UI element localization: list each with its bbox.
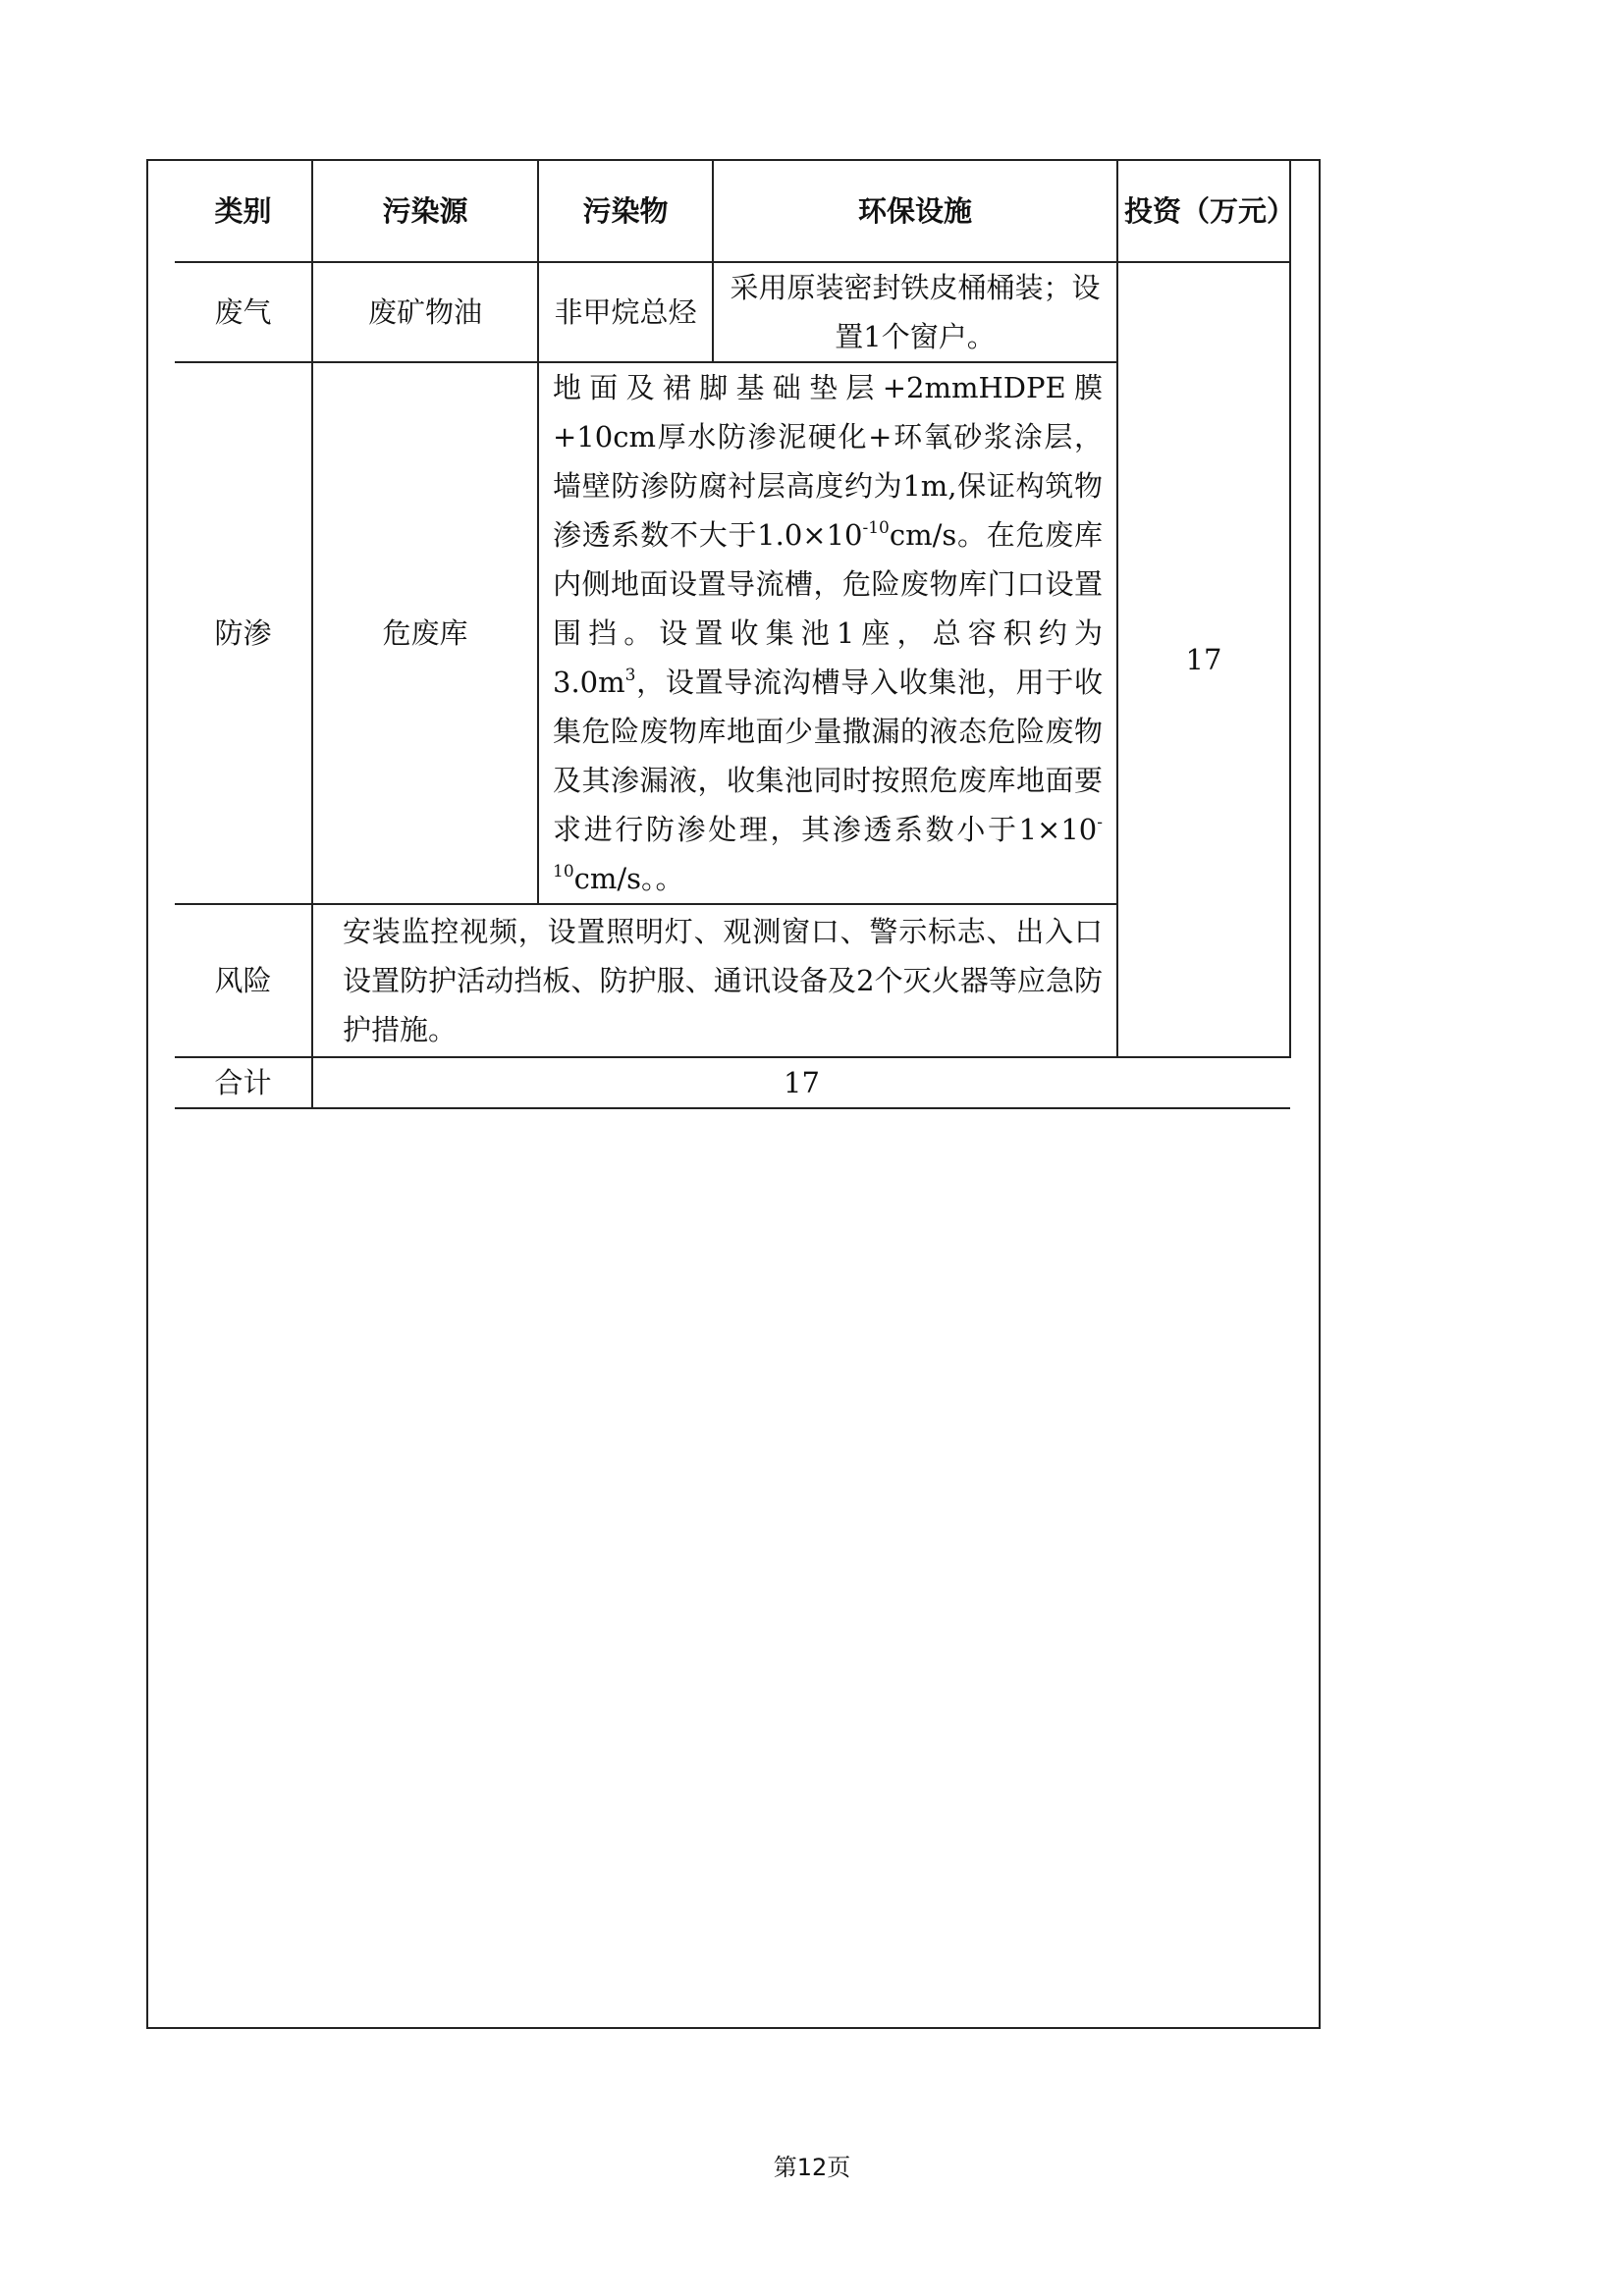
- cell-facility-seepage: [538, 362, 1117, 904]
- environmental-measures-table: [175, 159, 1296, 1109]
- header-pollutant: 污染物: [538, 160, 713, 262]
- page-number: 第12页: [773, 2154, 851, 2181]
- cell-category-risk: 风险: [175, 904, 312, 1057]
- header-facility: 环保设施: [713, 160, 1117, 262]
- cell-investment: 17: [1117, 262, 1290, 1057]
- table-row-gas: [175, 262, 1290, 362]
- header-category: 类别: [175, 160, 312, 262]
- header-source: 污染源: [312, 160, 538, 262]
- cell-category-gas: 废气: [175, 262, 312, 362]
- cell-total-value: 17: [312, 1057, 1290, 1108]
- table-header-row: [175, 160, 1290, 262]
- cell-total-label: 合计: [175, 1057, 312, 1108]
- table-row-total: [175, 1057, 1290, 1108]
- header-investment: 投资（万元）: [1117, 160, 1290, 262]
- seepage-facility-text: 地面及裙脚基础垫层+2mmHDPE膜+10cm厚水防渗泥硬化+环氧砂浆涂层，墙壁防渗防腐衬层高度约为1m,保证构筑物渗透系数不大于$1.0\times 10^{-10}cm/s$。在危废库内侧地面设置导流槽，危险废物库门口设置围挡。设置收集池1座，总容积约为$3.0m^3$，设置导流沟槽导入收集池，用于收集危险废物库地面少量撒漏的液态危险废物及其渗漏液，收集池同时按照危废库地面要求进行防渗处理，其渗透系数小于$1\times 10^{-10}cm/s$。。: [553, 371, 1103, 895]
- cell-measures-risk: 安装监控视频，设置照明灯、观测窗口、警示标志、出入口设置防护活动挡板、防护服、通讯设备及2个灭火器等应急防护措施。: [312, 904, 1117, 1057]
- cell-pollutant-gas: 非甲烷总烃: [538, 262, 713, 362]
- cell-source-seepage: 危废库: [312, 362, 538, 904]
- cell-category-seepage: 防渗: [175, 362, 312, 904]
- cell-source-gas: 废矿物油: [312, 262, 538, 362]
- cell-facility-gas: 采用原装密封铁皮桶桶装；设置1个窗户。: [713, 262, 1117, 362]
